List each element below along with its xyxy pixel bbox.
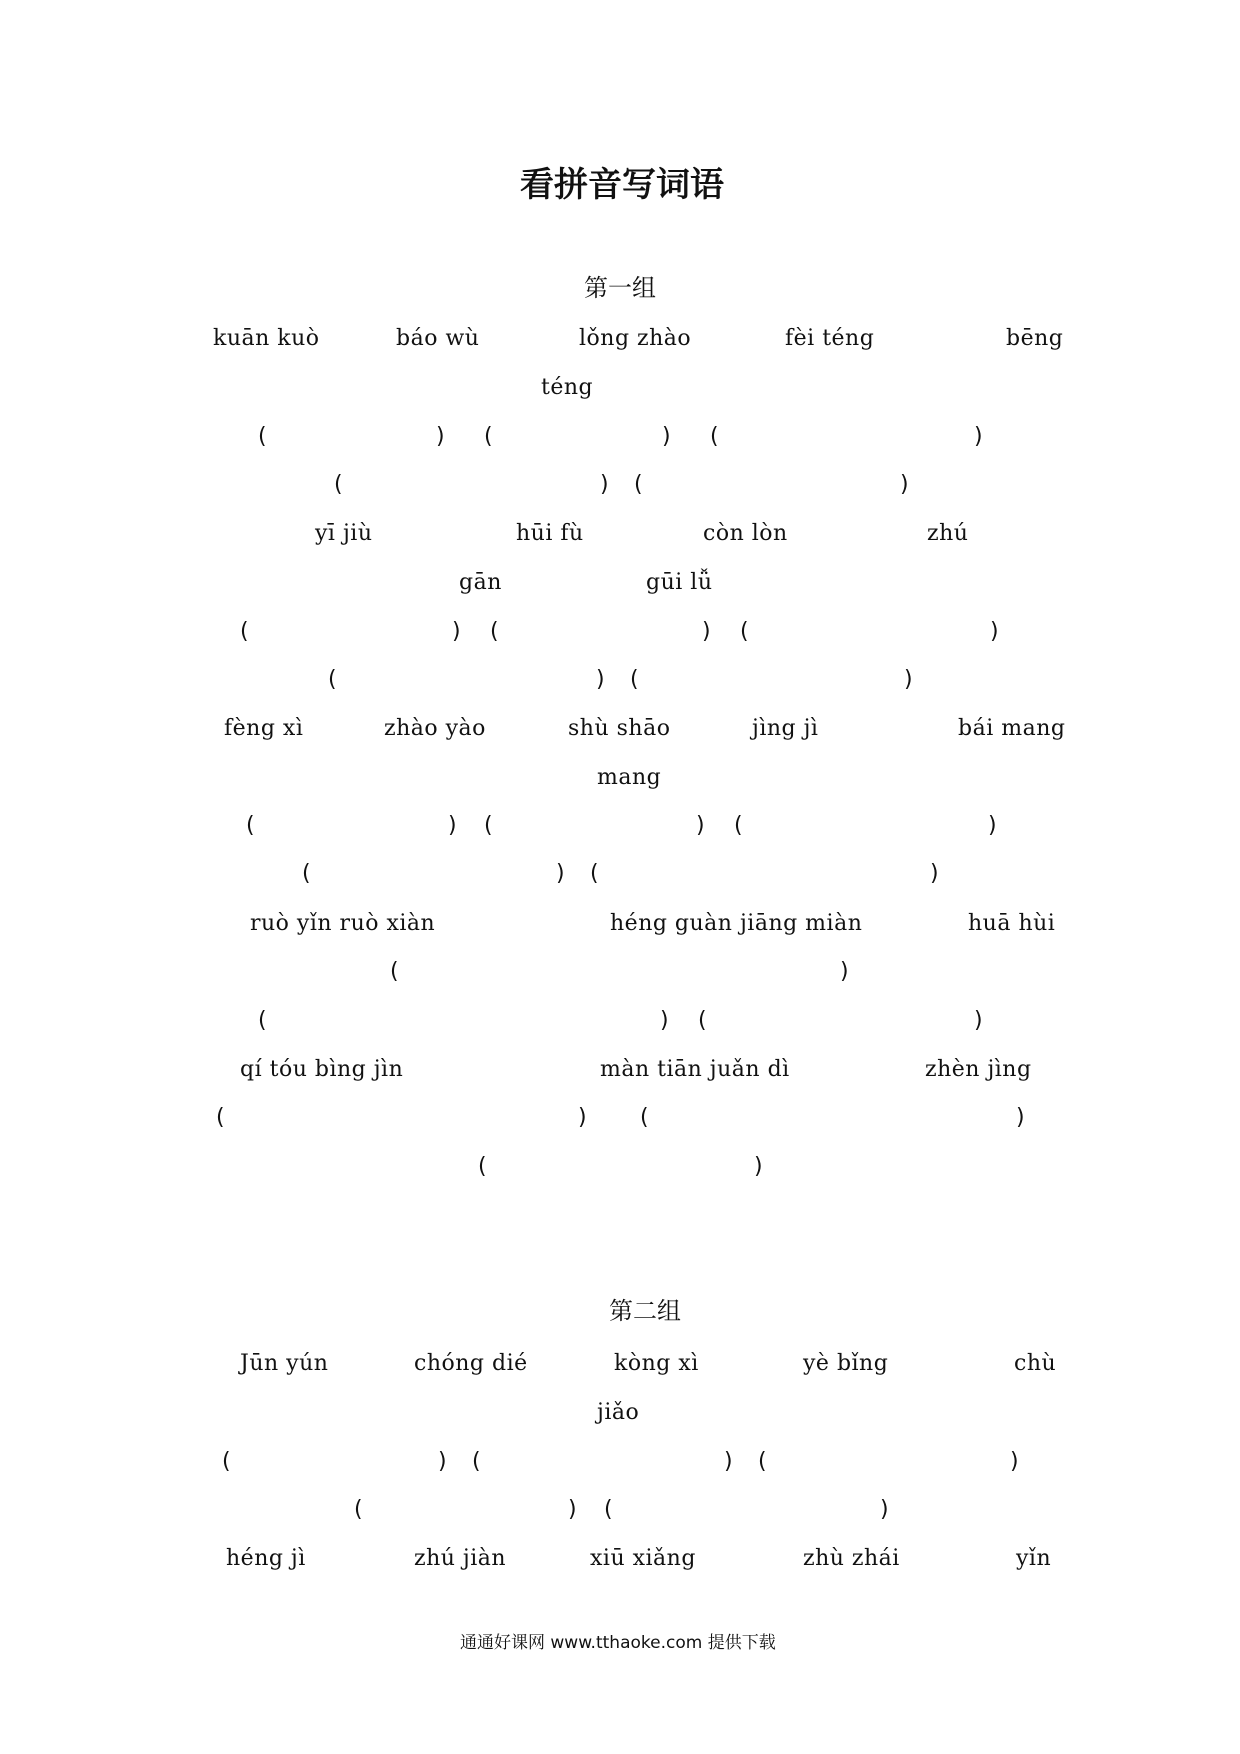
answer-bracket-close: ) xyxy=(900,472,909,497)
pinyin-word: zhù zhái xyxy=(803,1546,900,1571)
pinyin-word: héng guàn jiāng miàn xyxy=(610,911,863,936)
answer-bracket-open: ( xyxy=(328,667,337,692)
pinyin-word: gān xyxy=(459,570,502,595)
pinyin-word: xiū xiǎng xyxy=(590,1546,696,1571)
pinyin-word: kòng xì xyxy=(614,1351,699,1376)
answer-bracket-open: ( xyxy=(734,813,743,838)
answer-bracket-open: ( xyxy=(484,813,493,838)
pinyin-word: jìng jì xyxy=(752,716,819,741)
answer-bracket-close: ) xyxy=(988,813,997,838)
answer-bracket-open: ( xyxy=(222,1449,231,1474)
answer-bracket-close: ) xyxy=(448,813,457,838)
answer-bracket-open: ( xyxy=(258,1008,267,1033)
pinyin-word: shù shāo xyxy=(568,716,671,741)
answer-bracket-close: ) xyxy=(1010,1449,1019,1474)
answer-bracket-close: ) xyxy=(990,619,999,644)
answer-bracket-open: ( xyxy=(604,1497,613,1522)
answer-bracket-open: ( xyxy=(640,1105,649,1130)
answer-bracket-close: ) xyxy=(880,1497,889,1522)
pinyin-word: héng jì xyxy=(226,1546,306,1571)
group2-heading: 第二组 xyxy=(609,1297,681,1325)
pinyin-word: bái mang xyxy=(958,716,1066,741)
pinyin-word: bēng xyxy=(1006,326,1064,351)
answer-bracket-close: ) xyxy=(578,1105,587,1130)
answer-bracket-close: ) xyxy=(600,472,609,497)
answer-bracket-close: ) xyxy=(930,861,939,886)
group1-heading: 第一组 xyxy=(584,274,656,302)
pinyin-word: còn lòn xyxy=(703,521,788,546)
pinyin-word: kuān kuò xyxy=(213,326,320,351)
answer-bracket-close: ) xyxy=(724,1449,733,1474)
answer-bracket-open: ( xyxy=(758,1449,767,1474)
pinyin-word: jiǎo xyxy=(597,1400,640,1425)
answer-bracket-close: ) xyxy=(438,1449,447,1474)
answer-bracket-close: ) xyxy=(974,424,983,449)
answer-bracket-open: ( xyxy=(216,1105,225,1130)
pinyin-word: zhèn jìng xyxy=(925,1057,1032,1082)
answer-bracket-close: ) xyxy=(754,1154,763,1179)
answer-bracket-open: ( xyxy=(302,861,311,886)
answer-bracket-open: ( xyxy=(590,861,599,886)
pinyin-word: Jūn yún xyxy=(240,1351,329,1376)
pinyin-word: qí tóu bìng jìn xyxy=(240,1057,404,1082)
pinyin-word: yǐn xyxy=(1016,1546,1052,1571)
answer-bracket-open: ( xyxy=(478,1154,487,1179)
pinyin-word: lǒng zhào xyxy=(579,326,692,351)
answer-bracket-close: ) xyxy=(660,1008,669,1033)
answer-bracket-close: ) xyxy=(556,861,565,886)
pinyin-word: huā hùi xyxy=(968,911,1056,936)
answer-bracket-close: ) xyxy=(696,813,705,838)
answer-bracket-close: ) xyxy=(568,1497,577,1522)
answer-bracket-open: ( xyxy=(740,619,749,644)
answer-bracket-open: ( xyxy=(490,619,499,644)
pinyin-word: téng xyxy=(541,375,594,400)
answer-bracket-close: ) xyxy=(904,667,913,692)
pinyin-word: fèi téng xyxy=(785,326,875,351)
pinyin-word: màn tiān juǎn dì xyxy=(600,1057,790,1082)
answer-bracket-open: ( xyxy=(354,1497,363,1522)
pinyin-word: chóng dié xyxy=(414,1351,528,1376)
answer-bracket-open: ( xyxy=(390,959,399,984)
pinyin-word: mang xyxy=(597,765,662,790)
pinyin-word: fèng xì xyxy=(224,716,304,741)
answer-bracket-close: ) xyxy=(452,619,461,644)
answer-bracket-close: ) xyxy=(974,1008,983,1033)
pinyin-word: zhú xyxy=(927,521,969,546)
answer-bracket-open: ( xyxy=(258,424,267,449)
pinyin-word: gūi lǚ xyxy=(646,570,713,595)
answer-bracket-close: ) xyxy=(596,667,605,692)
answer-bracket-close: ) xyxy=(702,619,711,644)
answer-bracket-open: ( xyxy=(698,1008,707,1033)
footer-credit: 通通好课网 www.tthaoke.com 提供下载 xyxy=(460,1633,776,1653)
page-title: 看拼音写词语 xyxy=(520,165,724,205)
pinyin-word: zhú jiàn xyxy=(414,1546,507,1571)
answer-bracket-open: ( xyxy=(246,813,255,838)
answer-bracket-open: ( xyxy=(710,424,719,449)
pinyin-word: báo wù xyxy=(396,326,480,351)
answer-bracket-open: ( xyxy=(240,619,249,644)
answer-bracket-open: ( xyxy=(334,472,343,497)
answer-bracket-close: ) xyxy=(1016,1105,1025,1130)
answer-bracket-open: ( xyxy=(630,667,639,692)
pinyin-word: yè bǐng xyxy=(803,1351,889,1376)
answer-bracket-open: ( xyxy=(484,424,493,449)
pinyin-word: yī jiù xyxy=(315,521,373,546)
answer-bracket-close: ) xyxy=(840,959,849,984)
answer-bracket-close: ) xyxy=(436,424,445,449)
answer-bracket-open: ( xyxy=(634,472,643,497)
pinyin-word: chù xyxy=(1014,1351,1057,1376)
answer-bracket-close: ) xyxy=(662,424,671,449)
answer-bracket-open: ( xyxy=(472,1449,481,1474)
pinyin-word: zhào yào xyxy=(384,716,486,741)
pinyin-word: hūi fù xyxy=(516,521,584,546)
pinyin-word: ruò yǐn ruò xiàn xyxy=(250,911,436,936)
